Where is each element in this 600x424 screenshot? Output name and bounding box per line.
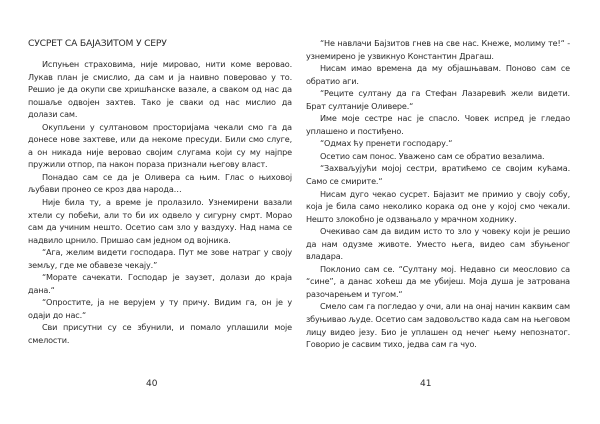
paragraph: Испуњен страховима, није мировао, нити коме веровао. Лукав план је смислио, да сам и ја наивно поверовао у то. Решио је да окупи све хришћанске вазале, а сваком од нас да пошаље одвојен захтев. Тако је сваки од нас мислио да долази сам. <box>28 59 292 120</box>
paragraph: Поклонио сам се. “Султану мој. Недавно си меословио са “сине”, а данас хоћеш да ме убијеш. Моја душа је затрована разочарењем и тугом.“ <box>306 263 570 299</box>
chapter-title: СУСРЕТ СА БАЈАЗИТОМ У СЕРУ <box>28 38 167 49</box>
paragraph: Осетио сам понос. Уважено сам се обратио везалима. <box>320 150 545 161</box>
paragraph: Није била ту, а време је пролазило. Узнемирени вазали хтели су побећи, али то би их одвело у сигурну смрт. Морао сам да учиним нешто. Осетио сам зло у ваздуху. Над нама се надвило црнило. Пришао сам једном од војника. <box>28 197 292 245</box>
paragraph: “Реците султану да га Стефан Лазаревић жели видети. Брат султаније Оливере.“ <box>306 88 570 111</box>
paragraph: “Захваљујући мојој сестри, вратићемо се својим кућама. Само се смирите.“ <box>306 163 570 187</box>
paragraph: “Ага, желим видети господара. Пут ме зове натраг у своју земљу, где ме обавезе чекају.” <box>28 247 292 270</box>
page-number: 41 <box>420 379 432 389</box>
paragraph: “Не навлачи Бајзитов гнев на све нас. Кнеже, молиму те!“ - узнемирено је узвикнуо Константин Драгаш. <box>306 38 570 61</box>
paragraph: Окупљени у султановом просторијама чекали смо га да донесе нове захтеве, или да некоме пресуди. Били смо слуге, а он никада није веровао својим слугама који су му најпре пружили отпор, па након пораза признали његову власт. <box>28 121 292 170</box>
page-number: 40 <box>146 379 158 389</box>
paragraph: Очекивао сам да видим исто то зло у човеку који је решио да нам одузме животе. Уместо њега, видео сам збуњеног владара. <box>306 226 570 262</box>
left-page <box>28 0 300 424</box>
paragraph: Име моје сестре нас је спасло. Човек испред је гледао уплашено и постиђено. <box>306 113 570 136</box>
paragraph: Понадао сам се да је Оливера са њим. Глас о њиховој љубави пронео се кроз два народа… <box>28 171 292 195</box>
paragraph: “Опростите, ја не верујем у ту причу. Видим га, он је у одаји до нас.“ <box>28 297 292 320</box>
paragraph: “Морате сачекати. Господар је заузет, долази до краја дана.“ <box>28 272 292 295</box>
paragraph: Нисам дуго чекао сусрет. Бајазит ме примио у своју собу, која је била само неколико корака од оне у којој смо чекали. Нешто злокобно је одзвањало у мрачном ходнику. <box>306 188 570 224</box>
paragraph: “Одмах ћу пренети господару.“ <box>320 138 453 149</box>
paragraph: Смело сам га погледао у очи, али на онај начин каквим сам збуњивао људе. Осетио сам задовољство када сам на његовом лицу видео језу. Био је уплашен од нечег њему непознатог. Говорио је сасвим тихо, једва сам га чуо. <box>306 301 570 350</box>
right-page-body <box>306 37 570 351</box>
paragraph: Нисам имао времена да му објашњавам. Поново сам се обратио аги. <box>306 63 570 86</box>
paragraph: Сви присутни су се збунили, и помало уплашили моје смелости. <box>28 322 292 346</box>
right-page <box>306 0 578 424</box>
left-page-body <box>28 58 292 347</box>
